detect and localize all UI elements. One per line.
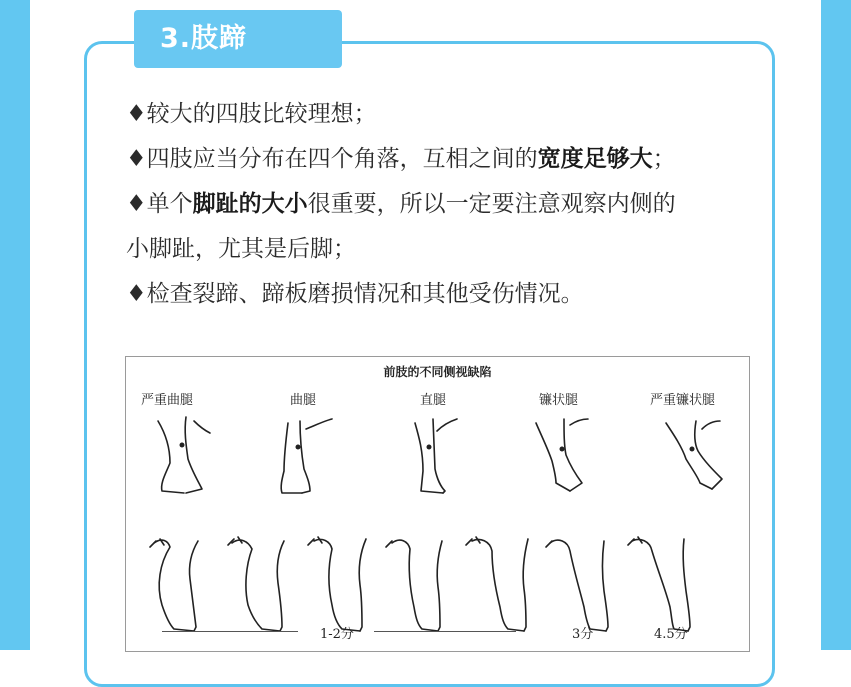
section-title: 3.肢蹄 — [134, 10, 342, 68]
leg-top-4 — [536, 419, 588, 491]
leg-bottom-2 — [228, 537, 284, 631]
score-1-2: 1-2分 — [320, 627, 354, 642]
line-2-text-b: ； — [652, 146, 676, 172]
leg-top-5 — [666, 421, 722, 489]
label-curved: 曲腿 — [290, 393, 317, 408]
bullet-line-1 — [126, 92, 756, 137]
bullet-line-3 — [126, 182, 756, 227]
leg-bottom-4 — [386, 540, 442, 631]
line-4-text: 小脚趾，尤其是后脚； — [126, 236, 356, 262]
bullet-line-5 — [126, 272, 756, 317]
score-rule-right — [374, 631, 516, 632]
label-sickle: 镰状腿 — [539, 393, 579, 408]
score-rule-left — [162, 631, 298, 632]
label-straight: 直腿 — [420, 393, 447, 408]
leg-bottom-6 — [546, 540, 608, 631]
left-decor-bar — [0, 0, 30, 650]
leg-defect-figure — [125, 356, 750, 652]
leg-top-2 — [281, 419, 332, 493]
line-5-text: ♦检查裂蹄、蹄板磨损情况和其他受伤情况。 — [126, 281, 584, 307]
right-decor-bar — [821, 0, 851, 650]
bullet-list — [126, 92, 756, 317]
leg-bottom-1 — [150, 539, 198, 631]
score-4-5: 4.5分 — [654, 627, 688, 642]
leg-top-1 — [158, 417, 210, 493]
line-3-text-a: ♦单个 — [126, 191, 193, 217]
line-2-text-a: ♦四肢应当分布在四个角落，互相之间的 — [126, 146, 538, 172]
bullet-line-4 — [126, 227, 756, 272]
score-3: 3分 — [572, 627, 594, 642]
line-2-emphasis: 宽度足够大 — [537, 146, 653, 172]
leg-bottom-5 — [466, 537, 528, 631]
label-severe-sickle: 严重镰状腿 — [650, 393, 716, 408]
leg-bottom-3 — [308, 537, 366, 631]
bullet-line-2 — [126, 137, 756, 182]
label-severe-curved: 严重曲腿 — [141, 393, 194, 408]
line-3-emphasis: 脚趾的大小 — [192, 191, 308, 217]
leg-bottom-7 — [628, 537, 690, 631]
figure-title: 前肢的不同侧视缺陷 — [383, 365, 492, 379]
line-3-text-b: 很重要，所以一定要注意观察内侧的 — [307, 191, 676, 217]
leg-top-3 — [415, 419, 457, 493]
leg-drawings — [126, 357, 749, 651]
line-1-text: ♦较大的四肢比较理想； — [126, 101, 377, 127]
